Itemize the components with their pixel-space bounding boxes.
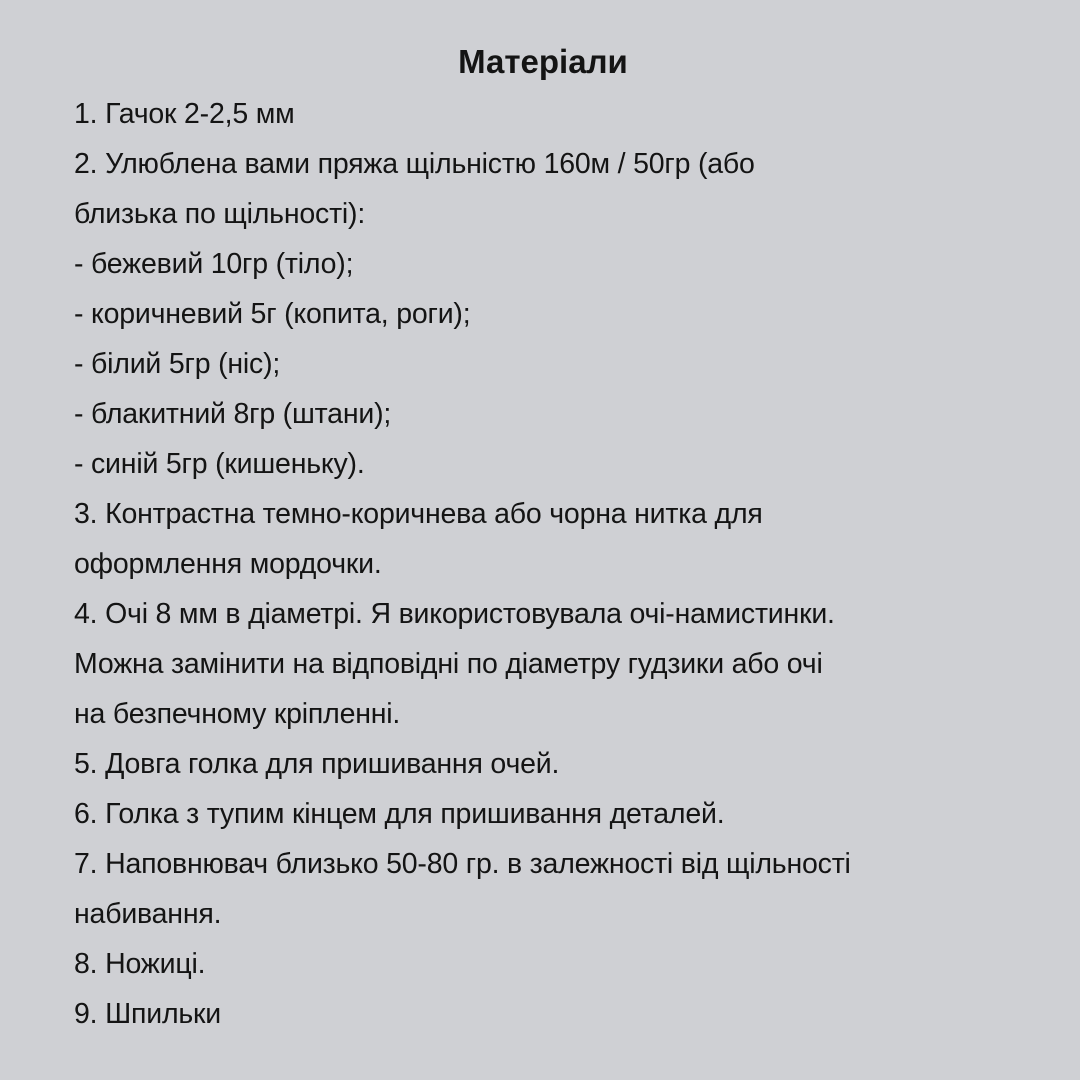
- list-line: 2. Улюблена вами пряжа щільністю 160м / 50гр (або: [74, 148, 755, 180]
- list-line: на безпечному кріпленні.: [74, 698, 401, 730]
- list-line: оформлення мордочки.: [74, 548, 382, 580]
- list-line: - синій 5гр (кишеньку).: [74, 448, 365, 480]
- list-line: 7. Наповнювач близько 50-80 гр. в залежності від щільності: [74, 848, 851, 880]
- list-line: - коричневий 5г (копита, роги);: [74, 298, 471, 330]
- list-line: близька по щільності):: [74, 198, 366, 230]
- materials-list: [74, 89, 1006, 1039]
- list-line: 4. Очі 8 мм в діаметрі. Я використовувала очі-намистинки.: [74, 598, 835, 630]
- list-line: Можна замінити на відповідні по діаметру гудзики або очі: [74, 648, 823, 680]
- list-line: 8. Ножиці.: [74, 948, 206, 980]
- list-line: - білий 5гр (ніс);: [74, 348, 281, 380]
- list-line: набивання.: [74, 898, 222, 930]
- list-line: - бежевий 10гр (тіло);: [74, 248, 354, 280]
- list-line: - блакитний 8гр (штани);: [74, 398, 392, 430]
- list-line: 1. Гачок 2-2,5 мм: [74, 98, 295, 130]
- list-line: 5. Довга голка для пришивання очей.: [74, 748, 560, 780]
- list-line: 6. Голка з тупим кінцем для пришивання деталей.: [74, 798, 725, 830]
- page-title: Матеріали: [458, 43, 628, 80]
- list-line: 3. Контрастна темно-коричнева або чорна нитка для: [74, 498, 763, 530]
- list-line: 9. Шпильки: [74, 998, 222, 1030]
